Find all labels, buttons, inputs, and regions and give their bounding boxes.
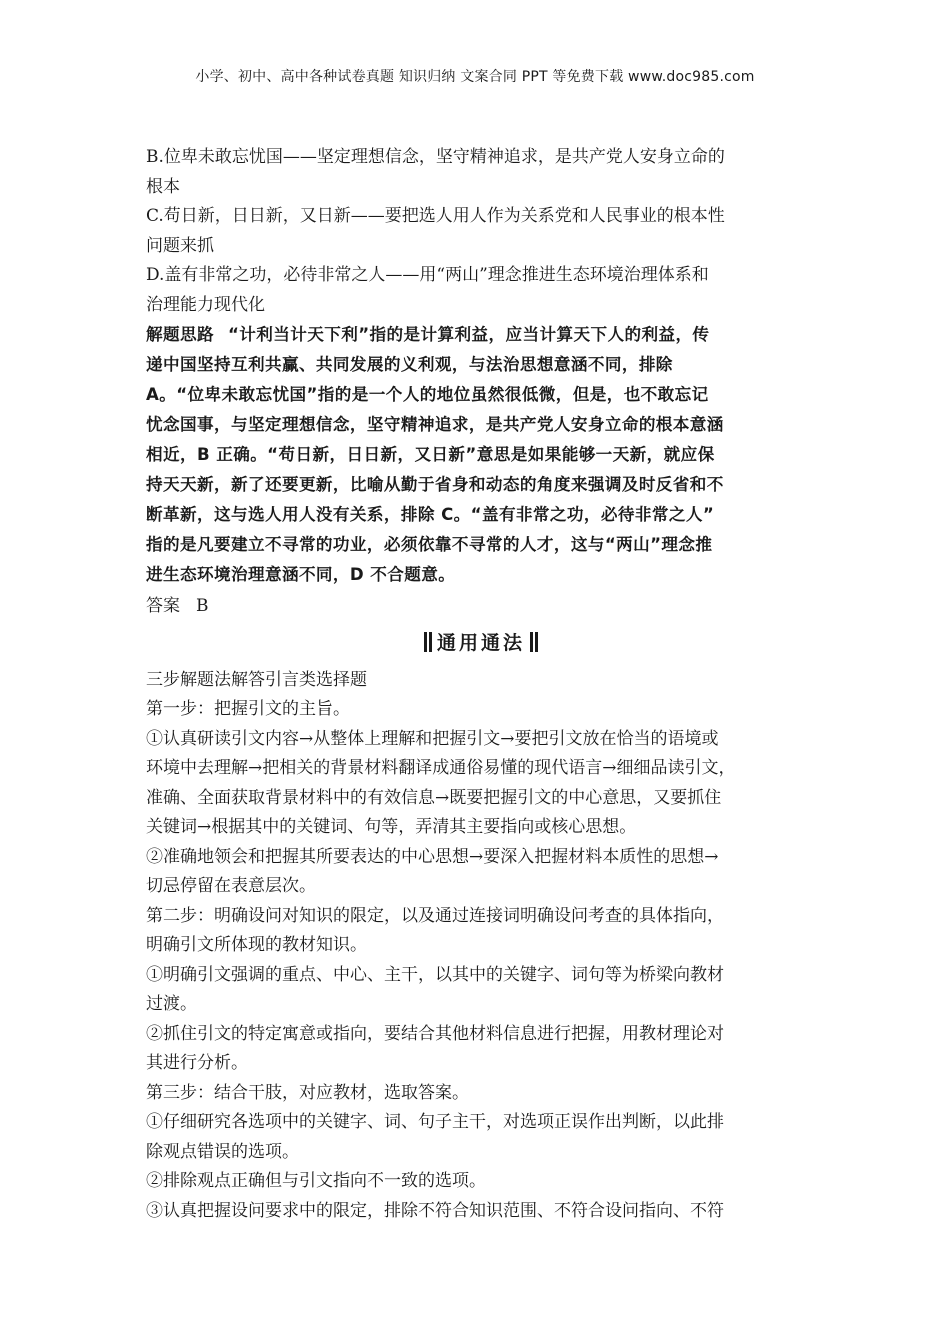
solution-line: 断革新，这与选人用人没有关系，排除 C。“盖有非常之功，必待非常之人” [146,505,715,524]
answer-line [146,592,816,622]
method-line: ③认真把握设问要求中的限定，排除不符合知识范围、不符合设问指向、不符 [146,1200,724,1221]
solution-label: 解题思路 [146,325,214,344]
solution-line: 持天天新，新了还要更新，比喻从勤于省身和动态的角度来强调及时反省和不 [146,475,724,494]
title-bar-decoration [424,632,427,652]
method-line: ②抓住引文的特定寓意或指向，要结合其他材料信息进行把握，用教材理论对 [146,1023,724,1044]
method-line: 第一步：把握引文的主旨。 [146,699,350,719]
method-line: ②准确地领会和把握其所要表达的中心思想→要深入把握材料本质性的思想→ [146,846,719,867]
answer-label: 答案 [146,596,180,616]
method-line: 其进行分析。 [146,1053,248,1073]
method-line: 关键词→根据其中的关键词、句等，弄清其主要指向或核心思想。 [146,817,637,837]
option-line: D.盖有非常之功，必待非常之人——用“两山”理念推进生态环境治理体系和 [146,265,709,285]
option-line: 问题来抓 [146,235,214,256]
method-line: 第二步：明确设问对知识的限定，以及通过连接词明确设问考查的具体指向， [146,905,724,926]
answer-value: B [196,596,209,616]
method-line: ②排除观点正确但与引文指向不一致的选项。 [146,1171,486,1191]
document-body [146,143,816,1226]
solution-line: 相近，B 正确。“苟日新，日日新，又日新”意思是如果能够一天新，就应保 [146,445,715,464]
solution-line: 指的是凡要建立不寻常的功业，必须依靠不寻常的人才，这与“两山”理念推 [146,535,713,554]
section-title-text: 通用通法 [436,631,525,654]
option-line: 治理能力现代化 [146,294,265,315]
method-block [146,666,816,1227]
solution-line: 进生态环境治理意涵不同，D 不合题意。 [146,565,456,584]
option-line: B.位卑未敢忘忧国——坚定理想信念，坚守精神追求，是共产党人安身立命的 [146,147,725,167]
method-line: ①仔细研究各选项中的关键字、词、句子主干，对选项正误作出判断，以此排 [146,1112,724,1132]
method-line: 过渡。 [146,994,197,1014]
method-line: 三步解题法解答引言类选择题 [146,669,367,690]
title-bar-decoration [530,632,533,652]
section-title [146,628,816,658]
solution-line: 递中国坚持互利共赢、共同发展的义利观，与法治思想意涵不同，排除 [146,355,673,374]
method-line: 准确、全面获取背景材料中的有效信息→既要把握引文的中心意思，又要抓住 [146,787,722,808]
method-line: ①明确引文强调的重点、中心、主干，以其中的关键字、词句等为桥梁向教材 [146,964,724,985]
option-list [146,143,816,320]
method-line: 环境中去理解→把相关的背景材料翻译成通俗易懂的现代语言→细细品读引文， [146,758,736,778]
solution-line: A。“位卑未敢忘忧国”指的是一个人的地位虽然很低微，但是，也不敢忘记 [146,385,709,404]
option-line: 根本 [146,176,180,197]
title-bar-decoration [535,632,538,652]
solution-line: 解题思路 “计利当计天下利”指的是计算利益，应当计算天下人的利益，传 [146,325,710,344]
method-line: 除观点错误的选项。 [146,1141,299,1162]
option-line: C.苟日新，日日新，又日新——要把选人用人作为关系党和人民事业的根本性 [146,206,725,226]
solution-line: 忧念国事，与坚定理想信念，坚守精神追求，是共产党人安身立命的根本意涵 [146,415,724,434]
solution-block [146,320,816,590]
page-header: 小学、初中、高中各种试卷真题 知识归纳 文案合同 PPT 等免费下载 www.doc985.com [195,69,755,85]
method-line: 第三步：结合干肢，对应教材，选取答案。 [146,1082,469,1103]
method-line: ①认真研读引文内容→从整体上理解和把握引文→要把引文放在恰当的语境或 [146,728,719,749]
method-line: 切忌停留在表意层次。 [146,876,316,896]
method-line: 明确引文所体现的教材知识。 [146,935,367,955]
title-bar-decoration [429,632,432,652]
